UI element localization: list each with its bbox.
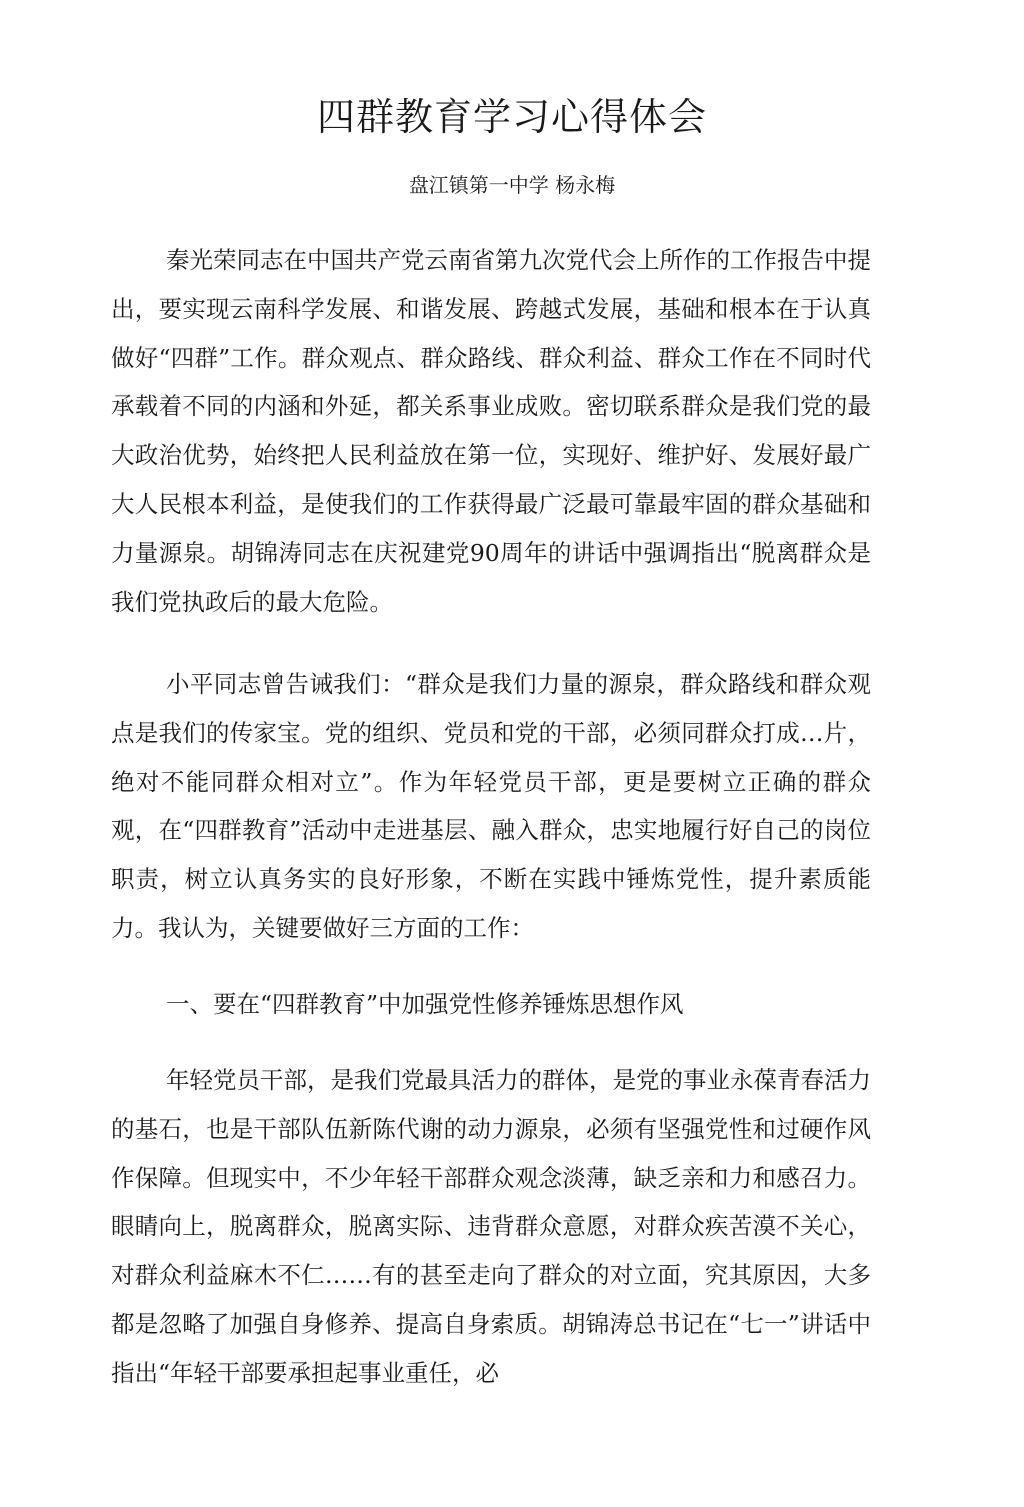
paragraph-1: 秦光荣同志在中国共产党云南省第九次党代会上所作的工作报告中提出，要实现云南科学发展、和谐发展、跨越式发展，基础和根本在于认真做好“四群”工作。群众观点、群众路线、群众利益、群众工作在不同时代承载着不同的内涵和外延，都关系事业成败。密切联系群众是我们党的最大政治优势，始终把人民利益放在第一位，实现好、维护好、发展好最广大人民根本利益，是使我们的工作获得最广泛最可靠最牢固的群众基础和力量源泉。胡锦涛同志在庆祝建党90周年的讲话中强调指出“脱离群众是我们党执政后的最大危险。 bbox=[111, 246, 871, 616]
section-heading-1: 一、要在“四群教育”中加强党性修养锤炼思想作风 bbox=[166, 990, 684, 1018]
document-author: 盘江镇第一中学 杨永梅 bbox=[408, 173, 616, 197]
paragraph-2: 小平同志曾告诫我们：“群众是我们力量的源泉，群众路线和群众观点是我们的传家宝。党的组织、党员和党的干部，必须同群众打成…片，绝对不能同群众相对立”。作为年轻党员干部，更是要树立正确的群众观，在“四群教育”活动中走进基层、融入群众，忠实地履行好自己的岗位职责，树立认真务实的良好形象，不断在实践中锤炼党性，提升素质能力。我认为，关键要做好三方面的工作： bbox=[111, 670, 871, 942]
document-title: 四群教育学习心得体会 bbox=[316, 95, 707, 139]
paragraph-3: 年轻党员干部，是我们党最具活力的群体，是党的事业永葆青春活力的基石，也是干部队伍新陈代谢的动力源泉，必须有坚强党性和过硬作风作保障。但现实中，不少年轻干部群众观念淡薄，缺乏亲和力和感召力。眼睛向上，脱离群众，脱离实际、违背群众意愿，对群众疾苦漠不关心，对群众利益麻木不仁……有的甚至走向了群众的对立面，究其原因，大多都是忽略了加强自身修养、提高自身索质。胡锦涛总书记在“七一”讲话中指出“年轻干部要承担起事业重任，必 bbox=[111, 1066, 871, 1387]
